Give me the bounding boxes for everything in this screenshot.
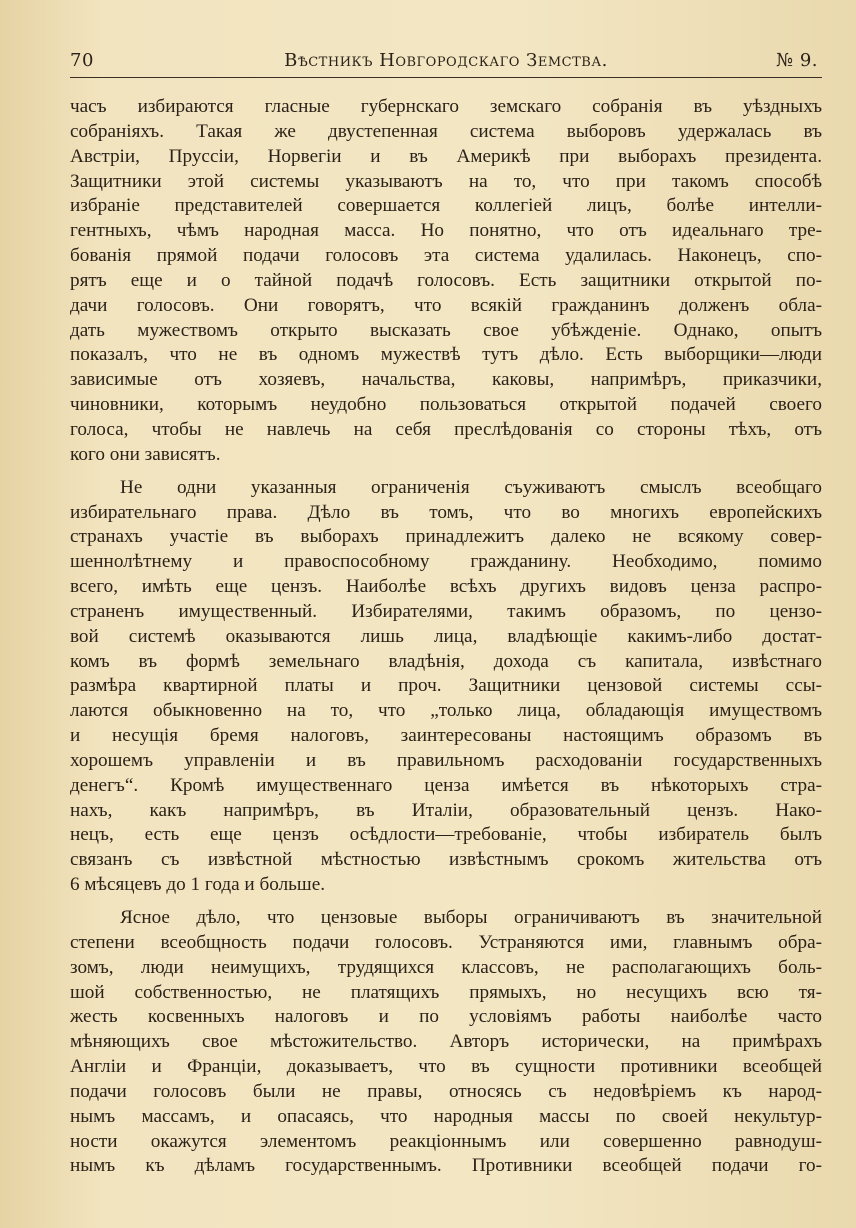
text-line: нахъ, какъ напримѣръ, въ Италіи, образовательный цензъ. Нако- [70,799,822,821]
text-line: рятъ еще и о тайной подачѣ голосовъ. Есть защитники открытой по- [70,269,822,291]
body-text [70,95,822,1179]
text-line: Не одни указанныя ограниченія съуживаютъ смыслъ всеобщаго [120,476,822,498]
text-line: странахъ участіе въ выборахъ принадлежитъ далеко не всякому совер- [70,526,822,548]
paragraph [70,95,822,468]
text-line: хорошемъ управленіи и въ правильномъ расходованіи государственныхъ [70,749,822,771]
text-line: размѣра квартирной платы и проч. Защитники цензовой системы ссы- [70,675,822,697]
text-line: мѣняющихъ свое мѣстожительство. Авторъ исторически, на примѣрахъ [70,1031,822,1053]
text-line: ности окажутся элементомъ реакціоннымъ или совершенно равнодуш- [70,1130,822,1152]
text-line: шой собственностью, не платящихъ прямыхъ, но несущихъ всю тя- [70,981,822,1003]
text-line: дать мужествомъ открыто высказать свое убѣжденіе. Однако, опытъ [70,319,822,341]
text-line: бованія прямой подачи голосовъ эта система удалилась. Наконецъ, спо- [70,245,822,267]
text-line: жесть косвенныхъ налоговъ и по условіямъ работы наиболѣе часто [70,1006,822,1028]
header-rule [70,77,822,78]
text-line: и несущія бремя налоговъ, заинтересованы настоящимъ образомъ въ [70,725,822,747]
paragraph [70,476,822,898]
text-line: нымъ къ дѣламъ государственнымъ. Противники всеобщей подачи го- [70,1155,822,1177]
text-line: избирательнаго права. Дѣло въ томъ, что во многихъ европейскихъ [70,501,822,523]
text-line: связанъ съ извѣстной мѣстностью извѣстнымъ срокомъ жительства отъ [70,849,822,871]
text-line: степени всеобщность подачи голосовъ. Устраняются ими, главнымъ обра- [70,931,822,953]
text-line: голоса, чтобы не навлечь на себя преслѣдованія со стороны тѣхъ, отъ [70,418,822,440]
text-line: шеннолѣтнему и правоспособному гражданину. Необходимо, помимо [70,551,822,573]
text-line: нымъ массамъ, и опасаясь, что народныя массы по своей некультур- [70,1105,822,1127]
text-line: Защитники этой системы указываютъ на то, что при такомъ способѣ [70,170,822,192]
text-line: гентныхъ, чѣмъ народная масса. Но понятно, что отъ идеальнаго тре- [70,220,822,242]
paragraph [70,906,822,1179]
text-line: лаются обыкновенно на то, что „только лица, обладающія имуществомъ [70,700,822,722]
text-line: денегъ“. Кромѣ имущественнаго ценза имѣется въ нѣкоторыхъ стра- [70,774,822,796]
page-number: 70 [70,50,94,71]
text-line: Англіи и Франціи, доказываетъ, что въ сущности противники всеобщей [70,1056,822,1078]
text-line: страненъ имущественный. Избирателями, такимъ образомъ, по цензо- [70,600,822,622]
text-line: показалъ, что не въ одномъ мужествѣ тутъ дѣло. Есть выборщики—люди [70,344,822,366]
journal-title: Вѣстникъ Новгородскаго Земства. [284,50,608,71]
text-line: часъ избираются гласные губернскаго земскаго собранія въ уѣздныхъ [70,96,822,117]
text-line: дачи голосовъ. Они говорятъ, что всякій гражданинъ долженъ обла- [70,294,822,316]
text-line: подачи голосовъ были не правы, относясь съ недовѣріемъ къ народ- [70,1080,822,1102]
text-line: 6 мѣсяцевъ до 1 года и больше. [70,874,326,896]
text-line: избраніе представителей совершается коллегіей лицъ, болѣе интелли- [70,195,822,217]
text-line: кого они зависятъ. [70,443,221,465]
text-line: всего, имѣть еще цензъ. Наиболѣе всѣхъ другихъ видовъ ценза распро- [70,576,822,598]
text-line: комъ въ формѣ земельнаго владѣнія, дохода съ капитала, извѣстнаго [70,650,822,672]
running-header [70,44,822,78]
issue-number: № 9. [776,50,818,71]
text-line: зомъ, люди неимущихъ, трудящихся классовъ, не располагающихъ боль- [70,956,822,978]
text-line: собраніяхъ. Такая же двустепенная система выборовъ удержалась въ [70,120,822,142]
text-line: нецъ, есть еще цензъ осѣдлости—требованіе, чтобы избиратель былъ [70,824,822,846]
text-line: Австріи, Пруссіи, Норвегіи и въ Америкѣ при выборахъ президента. [70,145,822,167]
text-line: чиновники, которымъ неудобно пользоваться открытой подачей своего [70,394,822,416]
text-line: Ясное дѣло, что цензовые выборы ограничиваютъ въ значительной [120,907,822,928]
text-line: вой системѣ оказываются лишь лица, владѣющіе какимъ-либо достат- [70,625,822,647]
text-line: зависимые отъ хозяевъ, начальства, каковы, напримѣръ, приказчики, [70,369,822,391]
